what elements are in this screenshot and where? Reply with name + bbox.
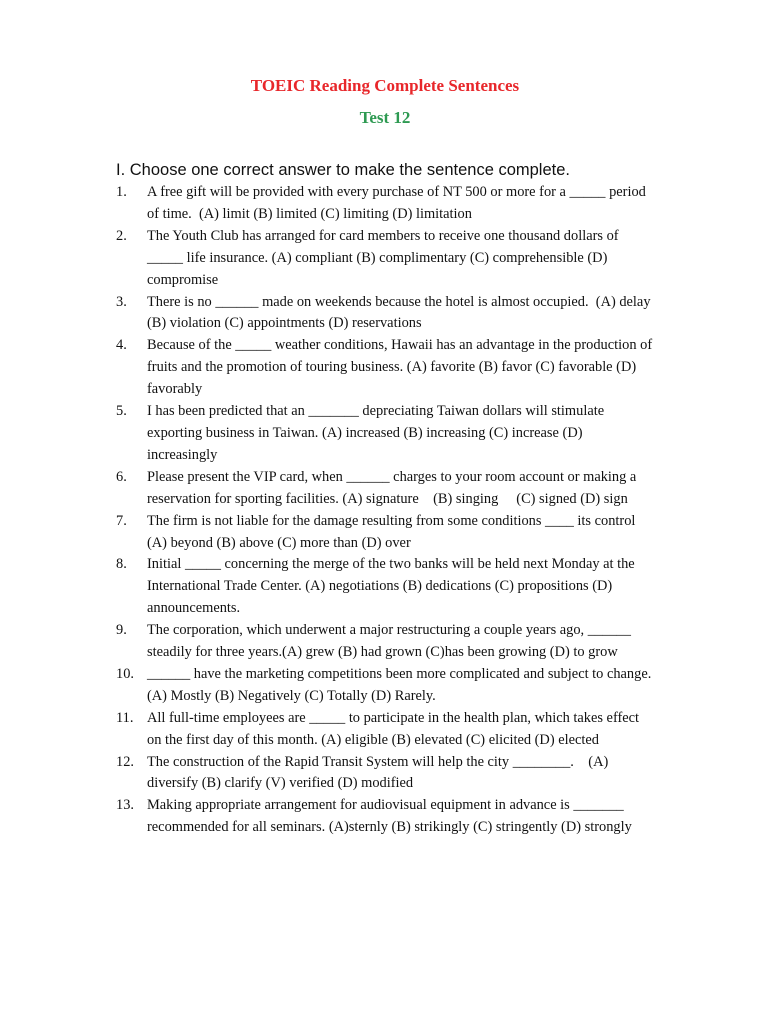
question-text: A free gift will be provided with every purchase of NT 500 or more for a _____ period of time. (A) limit (B) limited (C) limiting (D) limitation	[147, 184, 650, 222]
question-text: ______ have the marketing competitions been more complicated and subject to change. (A) Mostly (B) Negatively (C) Totally (D) Rarely.	[147, 665, 655, 704]
question-item	[116, 795, 656, 839]
question-number: 9.	[116, 622, 127, 639]
question-item	[116, 226, 656, 292]
question-number: 10.	[116, 665, 134, 682]
question-item	[116, 182, 656, 226]
question-text: Initial _____ concerning the merge of the two banks will be held next Monday at the International Trade Center. (A) negotiations (B) dedications (C) propositions (D) announcements.	[147, 556, 639, 617]
question-item	[116, 664, 656, 708]
question-number: 8.	[116, 556, 127, 573]
question-text: All full-time employees are _____ to participate in the health plan, which takes effect on the first day of this month. (A) eligible (B) elevated (C) elicited (D) elected	[147, 709, 643, 748]
question-number: 3.	[116, 293, 127, 310]
question-item	[116, 511, 656, 555]
question-text: Making appropriate arrangement for audiovisual equipment in advance is _______ recommended for all seminars. (A)sternly (B) strikingly (C) stringently (D) strongly	[147, 797, 632, 836]
document-title: TOEIC Reading Complete Sentences	[250, 76, 520, 95]
test-number: Test 12	[359, 108, 411, 127]
section-instruction: I. Choose one correct answer to make the sentence complete.	[116, 161, 570, 179]
question-text: I has been predicted that an _______ depreciating Taiwan dollars will stimulate exporting business in Taiwan. (A) increased (B) increasing (C) increase (D) increasingly	[147, 403, 608, 463]
question-list	[116, 182, 656, 839]
question-number: 6.	[116, 468, 127, 485]
question-text: The firm is not liable for the damage resulting from some conditions ____ its control (A) beyond (B) above (C) more than (D) over	[147, 512, 639, 551]
question-number: 11.	[116, 709, 134, 726]
question-number: 7.	[116, 512, 127, 529]
question-item	[116, 292, 656, 336]
question-item	[116, 401, 656, 467]
question-item	[116, 467, 656, 511]
question-number: 13.	[116, 797, 134, 814]
question-text: The corporation, which underwent a major restructuring a couple years ago, ______ steadily for three years.(A) grew (B) had grown (C)has been growing (D) to grow	[147, 622, 635, 661]
question-item	[116, 335, 656, 401]
question-number: 12.	[116, 753, 134, 770]
question-item	[116, 708, 656, 752]
question-number: 5.	[116, 403, 127, 420]
question-text: Please present the VIP card, when ______ charges to your room account or making a reservation for sporting facilities. (A) signature (B) singing (C) signed (D) sign	[147, 468, 640, 507]
question-number: 1.	[116, 184, 127, 200]
question-item	[116, 554, 656, 620]
question-number: 4.	[116, 337, 127, 354]
question-text: Because of the _____ weather conditions, Hawaii has an advantage in the production of fruits and the promotion of touring business. (A) favorite (B) favor (C) favorable (D) favorably	[147, 337, 656, 398]
question-item	[116, 752, 656, 796]
question-text: There is no ______ made on weekends because the hotel is almost occupied. (A) delay (B) violation (C) appointments (D) reservations	[147, 293, 655, 332]
question-text: The construction of the Rapid Transit System will help the city ________. (A) diversify (B) clarify (V) verified (D) modified	[147, 753, 612, 792]
question-item	[116, 620, 656, 664]
question-text: The Youth Club has arranged for card members to receive one thousand dollars of _____ life insurance. (A) compliant (B) complimentary (C) comprehensible (D) compromise	[147, 227, 623, 288]
question-number: 2.	[116, 227, 127, 244]
